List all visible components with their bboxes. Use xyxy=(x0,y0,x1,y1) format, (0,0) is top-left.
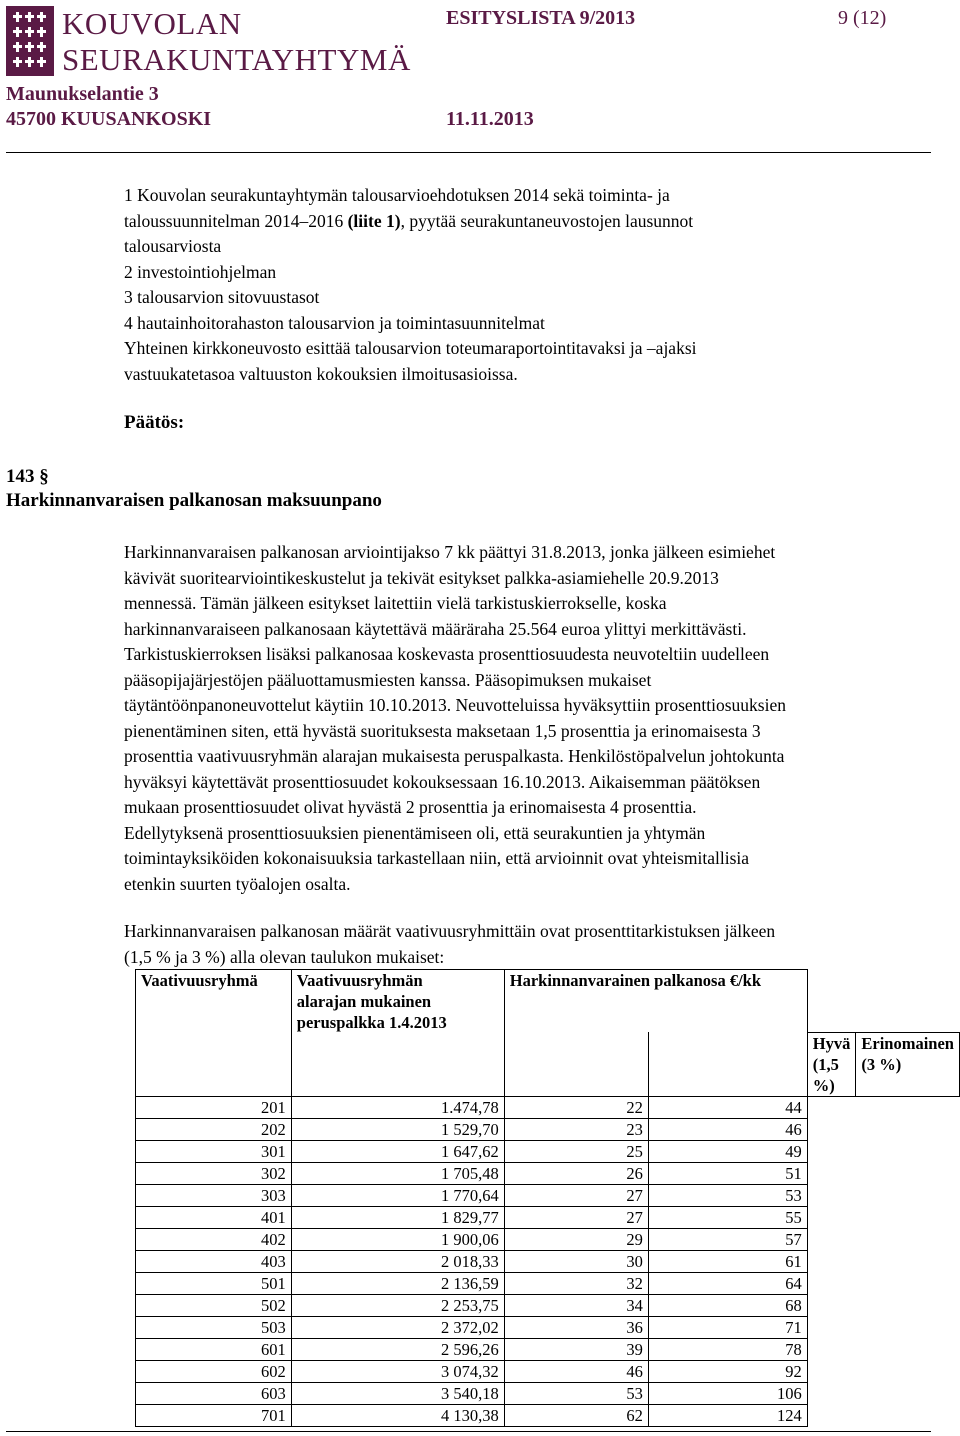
table-row xyxy=(136,1228,960,1250)
table-row xyxy=(136,1184,960,1206)
table-row xyxy=(136,1316,960,1338)
table-row xyxy=(136,1272,960,1294)
table-header-row xyxy=(136,970,960,1033)
cell-group: 603 xyxy=(136,1382,292,1404)
table-row xyxy=(136,1206,960,1228)
cell-good: 25 xyxy=(504,1140,648,1162)
cell-group: 303 xyxy=(136,1184,292,1206)
cell-base-salary: 2 596,26 xyxy=(291,1338,504,1360)
paragraph-line: (1,5 % ja 3 %) alla olevan taulukon mukaiset: xyxy=(124,946,445,967)
salary-table xyxy=(135,969,960,1427)
cell-good: 27 xyxy=(504,1206,648,1228)
cell-good: 27 xyxy=(504,1184,648,1206)
address-postal: 45700 KUUSANKOSKI xyxy=(6,108,212,130)
paragraph-line: Tarkistuskierroksen lisäksi palkanosaa koskevasta prosenttiosuudesta neuvoteltiin uudelleen xyxy=(124,644,770,664)
subheader-excellent: Erinomainen (3 %) xyxy=(856,1032,960,1096)
paragraph-2 xyxy=(124,919,960,970)
cell-base-salary: 2 372,02 xyxy=(291,1316,504,1338)
cell-base-salary: 4 130,38 xyxy=(291,1404,504,1426)
cell-group: 602 xyxy=(136,1360,292,1382)
paragraph-line: toimintayksiköiden kokonaisuuksia tarkastellaan niin, että arvioinnit ovat yhteismitallisia xyxy=(124,848,750,868)
table-row xyxy=(136,1162,960,1184)
crosses-logo-icon xyxy=(6,6,54,76)
paragraph-line: hyväksyi käytettävät prosenttiosuudet kokouksessaan 16.10.2013. Aikaisemman päätöksen xyxy=(124,771,761,792)
cell-base-salary: 1 705,48 xyxy=(291,1162,504,1184)
paragraph-line: Harkinnanvaraisen palkanosan arviointijakso 7 kk päättyi 31.8.2013, jonka jälkeen esimiehet xyxy=(124,542,776,562)
decision-label: Päätös: xyxy=(124,412,185,433)
paragraph-line: Harkinnanvaraisen palkanosan määrät vaativuusryhmittäin ovat prosenttitarkistuksen jälkeen xyxy=(124,921,776,941)
document-title: ESITYSLISTA 9/2013 xyxy=(446,7,636,29)
cell-excellent: 64 xyxy=(648,1272,807,1294)
cell-good: 39 xyxy=(504,1338,648,1360)
paragraph-line: täytäntöönpanoneuvottelut käytiin 10.10.2013. Neuvotteluissa hyväksyttiin prosenttiosuuksien xyxy=(124,695,787,715)
header-base-line: alarajan mukainen xyxy=(296,992,432,1011)
cell-group: 401 xyxy=(136,1206,292,1228)
org-name-line1: KOUVOLAN xyxy=(62,6,242,41)
cell-group: 403 xyxy=(136,1250,292,1272)
cell-group: 503 xyxy=(136,1316,292,1338)
cell-excellent: 71 xyxy=(648,1316,807,1338)
cell-excellent: 68 xyxy=(648,1294,807,1316)
cell-base-salary: 2 253,75 xyxy=(291,1294,504,1316)
header-base-line: peruspalkka 1.4.2013 xyxy=(296,1013,447,1032)
cell-excellent: 44 xyxy=(648,1096,807,1118)
proposal-line xyxy=(124,209,960,235)
cell-group: 302 xyxy=(136,1162,292,1184)
attachment-reference: (liite 1) xyxy=(347,210,401,231)
cell-good: 53 xyxy=(504,1382,648,1404)
cell-base-salary: 1 829,77 xyxy=(291,1206,504,1228)
cell-excellent: 61 xyxy=(648,1250,807,1272)
header-base-line: Vaativuusryhmän xyxy=(296,971,423,990)
cell-excellent: 57 xyxy=(648,1228,807,1250)
cell-good: 22 xyxy=(504,1096,648,1118)
cell-good: 26 xyxy=(504,1162,648,1184)
cell-excellent: 106 xyxy=(648,1382,807,1404)
paragraph-line: harkinnanvaraiseen palkanosaan käytettävä määräraha 25.564 euroa ylittyi merkittävästi. xyxy=(124,618,747,639)
cell-good: 34 xyxy=(504,1294,648,1316)
paragraph-line: kävivät suoritearviointikeskustelut ja tekivät esitykset palkka-asiamiehelle 20.9.2013 xyxy=(124,567,719,588)
cell-excellent: 78 xyxy=(648,1338,807,1360)
subheader-good: Hyvä (1,5 %) xyxy=(807,1032,856,1096)
paragraph-line: prosenttia vaativuusryhmän alarajan mukaisesta peruspalkasta. Henkilöstöpalvelun johtokunta xyxy=(124,746,785,766)
header-group: Vaativuusryhmä xyxy=(136,970,292,1097)
cell-base-salary: 2 018,33 xyxy=(291,1250,504,1272)
table-row xyxy=(136,1360,960,1382)
footer-divider xyxy=(6,1431,931,1432)
cell-good: 30 xyxy=(504,1250,648,1272)
cell-excellent: 124 xyxy=(648,1404,807,1426)
section-number: 143 § xyxy=(6,466,49,487)
table-row xyxy=(136,1382,960,1404)
cell-group: 402 xyxy=(136,1228,292,1250)
cell-excellent: 49 xyxy=(648,1140,807,1162)
header-base-salary xyxy=(291,970,504,1097)
cell-base-salary: 2 136,59 xyxy=(291,1272,504,1294)
cell-excellent: 92 xyxy=(648,1360,807,1382)
cell-good: 62 xyxy=(504,1404,648,1426)
table-row xyxy=(136,1250,960,1272)
cell-excellent: 53 xyxy=(648,1184,807,1206)
paragraph-line: pääsopijajärjestöjen pääluottamusmiesten kanssa. Pääsopimuksen mukaiset xyxy=(124,669,652,690)
paragraph-line: mennessä. Tämän jälkeen esitykset laitettiin vielä tarkistuskierrokselle, koska xyxy=(124,593,667,613)
header-discretionary: Harkinnanvarainen palkanosa €/kk xyxy=(504,970,807,1033)
cell-group: 502 xyxy=(136,1294,292,1316)
cell-excellent: 51 xyxy=(648,1162,807,1184)
cell-base-salary: 1 647,62 xyxy=(291,1140,504,1162)
cell-good: 46 xyxy=(504,1360,648,1382)
proposal-text xyxy=(124,183,960,387)
org-name-line2: SEURAKUNTAYHTYMÄ xyxy=(62,42,411,77)
proposal-line-start: taloussuunnitelman 2014–2016 xyxy=(124,210,348,231)
cell-group: 501 xyxy=(136,1272,292,1294)
cell-good: 29 xyxy=(504,1228,648,1250)
cell-excellent: 46 xyxy=(648,1118,807,1140)
proposal-line: vastuukatetasoa valtuuston kokouksien ilmoitusasioissa. xyxy=(124,363,518,384)
table-row xyxy=(136,1294,960,1316)
paragraph-1 xyxy=(124,540,960,897)
cell-base-salary: 1 770,64 xyxy=(291,1184,504,1206)
proposal-line: talousarviosta xyxy=(124,236,222,256)
proposal-line-end: , pyytää seurakuntaneuvostojen lausunnot xyxy=(400,210,694,231)
proposal-line: Yhteinen kirkkoneuvosto esittää talousarvion toteumaraportointitavaksi ja –ajaksi xyxy=(124,338,697,358)
cell-base-salary: 3 074,32 xyxy=(291,1360,504,1382)
proposal-line: 1 Kouvolan seurakuntayhtymän talousarvioehdotuksen 2014 sekä toiminta- ja xyxy=(124,185,670,205)
cell-good: 23 xyxy=(504,1118,648,1140)
cell-group: 201 xyxy=(136,1096,292,1118)
table-row xyxy=(136,1140,960,1162)
proposal-line: 3 talousarvion sitovuustasot xyxy=(124,287,320,307)
table-row xyxy=(136,1404,960,1426)
cell-excellent: 55 xyxy=(648,1206,807,1228)
cell-good: 32 xyxy=(504,1272,648,1294)
page-number: 9 (12) xyxy=(838,7,887,29)
proposal-line: 2 investointiohjelman xyxy=(124,261,277,282)
cell-group: 601 xyxy=(136,1338,292,1360)
document-date: 11.11.2013 xyxy=(446,108,534,130)
proposal-line: 4 hautainhoitorahaston talousarvion ja toimintasuunnitelmat xyxy=(124,312,545,333)
cell-base-salary: 1.474,78 xyxy=(291,1096,504,1118)
header-divider xyxy=(6,152,931,153)
cell-group: 301 xyxy=(136,1140,292,1162)
table-row xyxy=(136,1118,960,1140)
paragraph-line: mukaan prosenttiosuudet olivat hyvästä 2 prosenttia ja erinomaisesta 4 prosenttia. xyxy=(124,797,697,817)
cell-good: 36 xyxy=(504,1316,648,1338)
cell-group: 701 xyxy=(136,1404,292,1426)
paragraph-line: Edellytyksenä prosenttiosuuksien pienentämiseen oli, että seurakuntien ja yhtymän xyxy=(124,822,706,843)
table-body xyxy=(136,1096,960,1426)
section-title: Harkinnanvaraisen palkanosan maksuunpano xyxy=(6,490,382,511)
table-row xyxy=(136,1096,960,1118)
cell-group: 202 xyxy=(136,1118,292,1140)
cell-base-salary: 1 529,70 xyxy=(291,1118,504,1140)
cell-base-salary: 3 540,18 xyxy=(291,1382,504,1404)
address-street: Maunukselantie 3 xyxy=(6,83,159,105)
paragraph-line: etenkin suurten työalojen osalta. xyxy=(124,873,351,894)
table-row xyxy=(136,1338,960,1360)
paragraph-line: pienentäminen siten, että hyvästä suorituksesta maksetaan 1,5 prosenttia ja erinomaisesta 3 xyxy=(124,720,761,741)
cell-base-salary: 1 900,06 xyxy=(291,1228,504,1250)
